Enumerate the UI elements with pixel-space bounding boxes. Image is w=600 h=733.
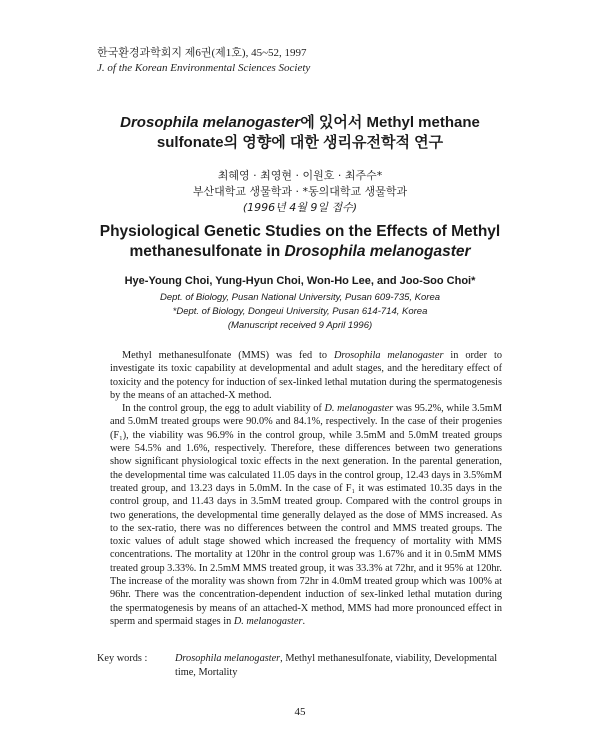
journal-citation-korean: 한국환경과학회지 제6권(제1호), 45~52, 1997 xyxy=(97,47,307,59)
keywords-species: Drosophila melanogaster xyxy=(175,653,281,664)
abstract-species: D. melanogaster xyxy=(324,403,394,415)
korean-title xyxy=(60,113,540,153)
abstract-text: was 95.2%, while 3.5mM and 5.0mM treated groups were 90.0% and 84.1%, respectively. In the case of their progenies (F₁), the viability was 96.9% in the control group, while 3.5mM and 5.0mM treated groups were 54.5% and 1.6%, respectively. Therefore, these differences between two generations show significant physiological toxic effects in the next generation. In the parental generation, the developmental time was calculated 11.05 days in the control group, 12.43 days in 3.5%mM treated group, and 13.23 days in 5.0mM. In the case of F₁ it was estimated 10.35 days in the control group, and 11.43 days in 3.5mM treated group. Compared with the control groups in two generations, the developmental time generally delayed as the dose of MMS increased. As to the sex-ratio, there was no differences between the control and MMS treated groups. The toxic values of adult stage showed which increased the frequency of mortality with MMS concentrations. The mortality at 120hr in the control group was 1.67% and it in 0.5mM MMS treated group 3.33%. In 2.5mM MMS treated group, it was 33.3% at 72hr, and it 95% at 120hr. The increase of the morality was shown from 72hr in 4.0mM treated group which was 100% at 96hr. There was the concentration-dependent induction of sex-linked lethal mutation during the spermatogenesis by means of an attached-X method, MMS had more pronounced effect in sperm and spermaid stages in xyxy=(110,403,502,627)
korean-title-line1: 에 있어서 Methyl methane xyxy=(300,114,480,131)
abstract-text: Methyl methanesulfonate (MMS) was fed to xyxy=(122,350,334,361)
korean-received-date: (1996년 4월 9일 접수) xyxy=(242,201,358,214)
keywords xyxy=(97,652,507,679)
korean-authors: 최혜영 · 최영현 · 이원호 · 최주수* xyxy=(217,169,383,182)
page-number: 45 xyxy=(294,706,306,718)
manuscript-received: (Manuscript received 9 April 1996) xyxy=(227,320,373,331)
affiliation-pusan: Dept. of Biology, Pusan National University, Pusan 609-735, Korea xyxy=(159,292,441,303)
abstract-species: D. melanogaster xyxy=(233,615,303,627)
keywords-rest: , Methyl methanesulfonate, viability, Developmental time, Mortality xyxy=(175,653,498,678)
abstract-text: in order to investigate its toxic capability at developmental and adult stages, and the hereditary effect of toxicity and the potency for induction of sex-linked lethal mutation during the spermatogenesis by the means of an attached-X method. xyxy=(110,350,502,401)
affiliation-dongeui: *Dept. of Biology, Dongeui University, Pusan 614-714, Korea xyxy=(172,306,428,317)
korean-title-species: Drosophila melanogaster xyxy=(120,114,301,131)
english-title-species: Drosophila melanogaster xyxy=(284,243,471,260)
korean-author-block xyxy=(60,168,540,216)
keywords-label: Key words : xyxy=(97,653,148,664)
korean-affiliation: 부산대학교 생물학과 · *동의대학교 생물학과 xyxy=(192,185,408,198)
english-affiliations xyxy=(60,291,540,333)
abstract-text: . xyxy=(302,615,306,627)
english-authors: Hye-Young Choi, Yung-Hyun Choi, Won-Ho Lee, and Joo-Soo Choi* xyxy=(124,275,476,287)
keywords-values xyxy=(175,652,503,679)
abstract-paragraph-1 xyxy=(110,349,502,402)
abstract-species: Drosophila melanogaster xyxy=(333,350,444,361)
abstract xyxy=(110,349,502,628)
english-title xyxy=(60,222,540,262)
abstract-text: In the control group, the egg to adult viability of xyxy=(122,403,325,415)
english-title-line1: Physiological Genetic Studies on the Effects of Methyl xyxy=(99,223,501,240)
korean-title-line2: sulfonate의 영향에 대한 생리유전학적 연구 xyxy=(156,134,444,151)
abstract-paragraph-2 xyxy=(110,402,502,628)
journal-citation-english: J. of the Korean Environmental Sciences Society xyxy=(97,62,311,74)
english-title-line2: methanesulfonate in xyxy=(129,243,285,260)
